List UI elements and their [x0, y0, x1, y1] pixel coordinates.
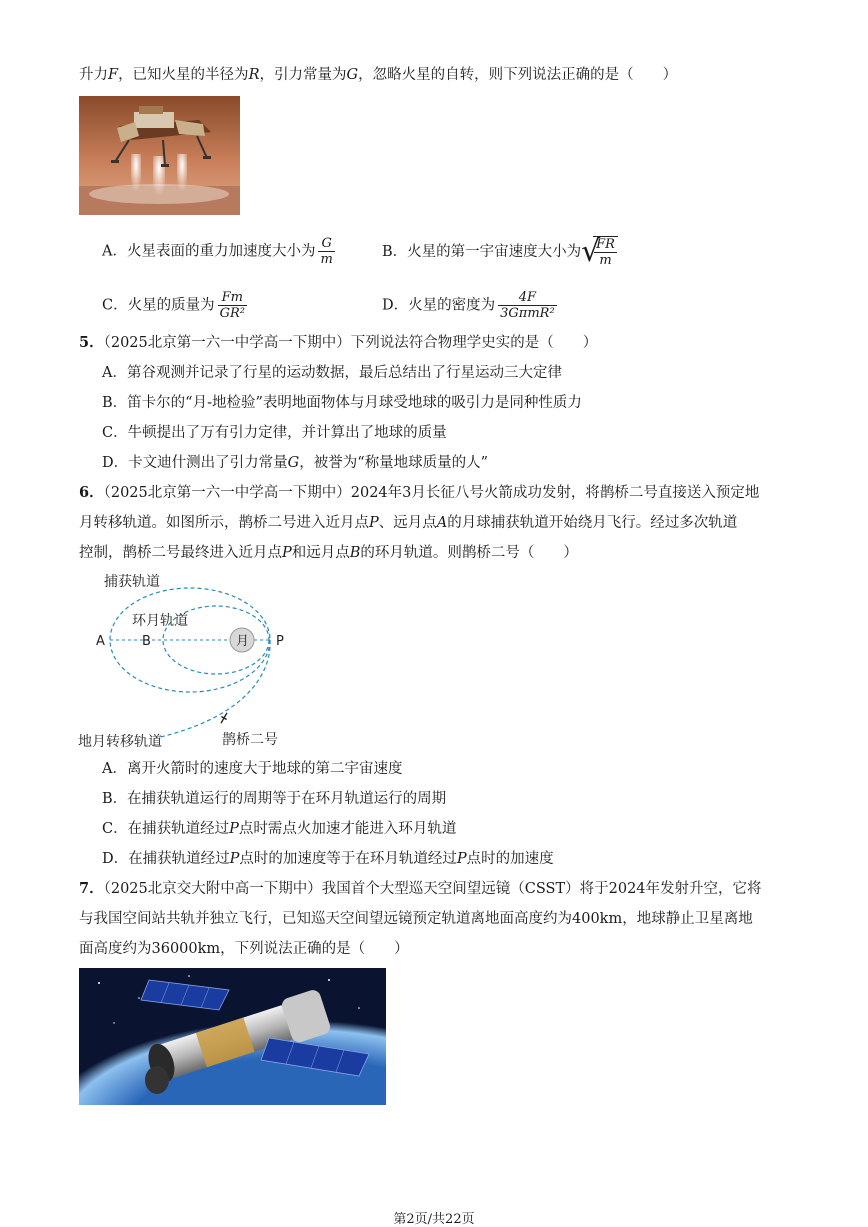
point-a-label: A	[96, 634, 105, 649]
mars-lander-image	[79, 96, 240, 215]
q4-option-a[interactable]: A．火星表面的重力加速度大小为 $\frac{G}{m}$	[102, 236, 333, 267]
fraction: $\frac{Fm}{\text{GR²}}$	[219, 290, 245, 321]
capture-orbit-label: 捕获轨道	[104, 574, 160, 590]
q6-option-b[interactable]: B．在捕获轨道运行的周期等于在环月轨道运行的周期	[102, 791, 447, 807]
page-footer: 第2页/共22页	[393, 1212, 475, 1227]
q6-option-a[interactable]: A．离开火箭时的速度大于地球的第二宇宙速度	[102, 761, 403, 777]
transfer-orbit-path	[156, 640, 270, 738]
q5-option-a[interactable]: A．第谷观测并记录了行星的运动数据，最后总结出了行星运动三大定律	[102, 365, 562, 381]
point-p-label: P	[276, 634, 284, 649]
q4-stem-tail: 升力F，已知火星的半径为R，引力常量为G，忽略火星的自转，则下列说法正确的是（ ）	[79, 67, 678, 83]
lunar-orbit-label: 环月轨道	[132, 613, 188, 629]
q5-option-d[interactable]: D．卡文迪什测出了引力常量G，被誉为“称量地球质量的人”	[102, 455, 489, 471]
q7-stem-line3: 面高度约为36000km，下列说法正确的是（ ）	[79, 941, 409, 957]
orbit-diagram	[76, 570, 306, 752]
q4-option-d[interactable]: D．火星的密度为 $\frac{4F}{\text{3GπmR²}}$	[382, 290, 555, 321]
transfer-orbit-label: 地月转移轨道	[78, 734, 162, 750]
q6-option-c[interactable]: C．在捕获轨道经过P点时需点火加速才能进入环月轨道	[102, 821, 457, 837]
q5-option-b[interactable]: B．笛卡尔的“月-地检验”表明地面物体与月球受地球的吸引力是同种性质力	[102, 395, 582, 411]
q6-stem-line3: 控制，鹊桥二号最终进入近月点P和远月点B的环月轨道。则鹊桥二号（ ）	[79, 545, 578, 561]
q6-stem-line1: 6．（2025北京第一六一中学高一下期中）2024年3月长征八号火箭成功发射，将鹊桥二号直接送入预定地	[79, 484, 760, 501]
sqrt-expression: √ $\frac{FR}{m}$	[581, 236, 618, 268]
q5-option-c[interactable]: C．牛顿提出了万有引力定律，并计算出了地球的质量	[102, 425, 447, 441]
q4-option-b[interactable]: B．火星的第一宇宙速度大小为 √ $\frac{FR}{m}$	[382, 236, 618, 268]
q6-stem-line2: 月转移轨道。如图所示，鹊桥二号进入近月点P、远月点A的月球捕获轨道开始绕月飞行。经过多次轨道	[79, 515, 738, 531]
space-telescope-image	[79, 968, 386, 1105]
point-b-label: B	[142, 634, 151, 649]
satellite-icon	[218, 711, 229, 724]
satellite-label: 鹊桥二号	[222, 732, 278, 748]
q7-stem-line1: 7．（2025北京交大附中高一下期中）我国首个大型巡天空间望远镜（CSST）将于2024年发射升空，它将	[79, 880, 762, 897]
moon-label: 月	[236, 634, 250, 649]
q6-option-d[interactable]: D．在捕获轨道经过P点时的加速度等于在环月轨道经过P点时的加速度	[102, 851, 554, 867]
fraction: $\frac{G}{m}$	[320, 236, 333, 267]
q7-stem-line2: 与我国空间站共轨并独立飞行，已知巡天空间望远镜预定轨道离地面高度约为400km，地球静止卫星离地	[79, 911, 753, 927]
fraction: $\frac{4F}{\text{3GπmR²}}$	[500, 290, 555, 321]
q5-stem: 5．（2025北京第一六一中学高一下期中）下列说法符合物理学史实的是（ ）	[79, 334, 598, 351]
q4-option-c[interactable]: C．火星的质量为 $\frac{Fm}{\text{GR²}}$	[102, 290, 245, 321]
